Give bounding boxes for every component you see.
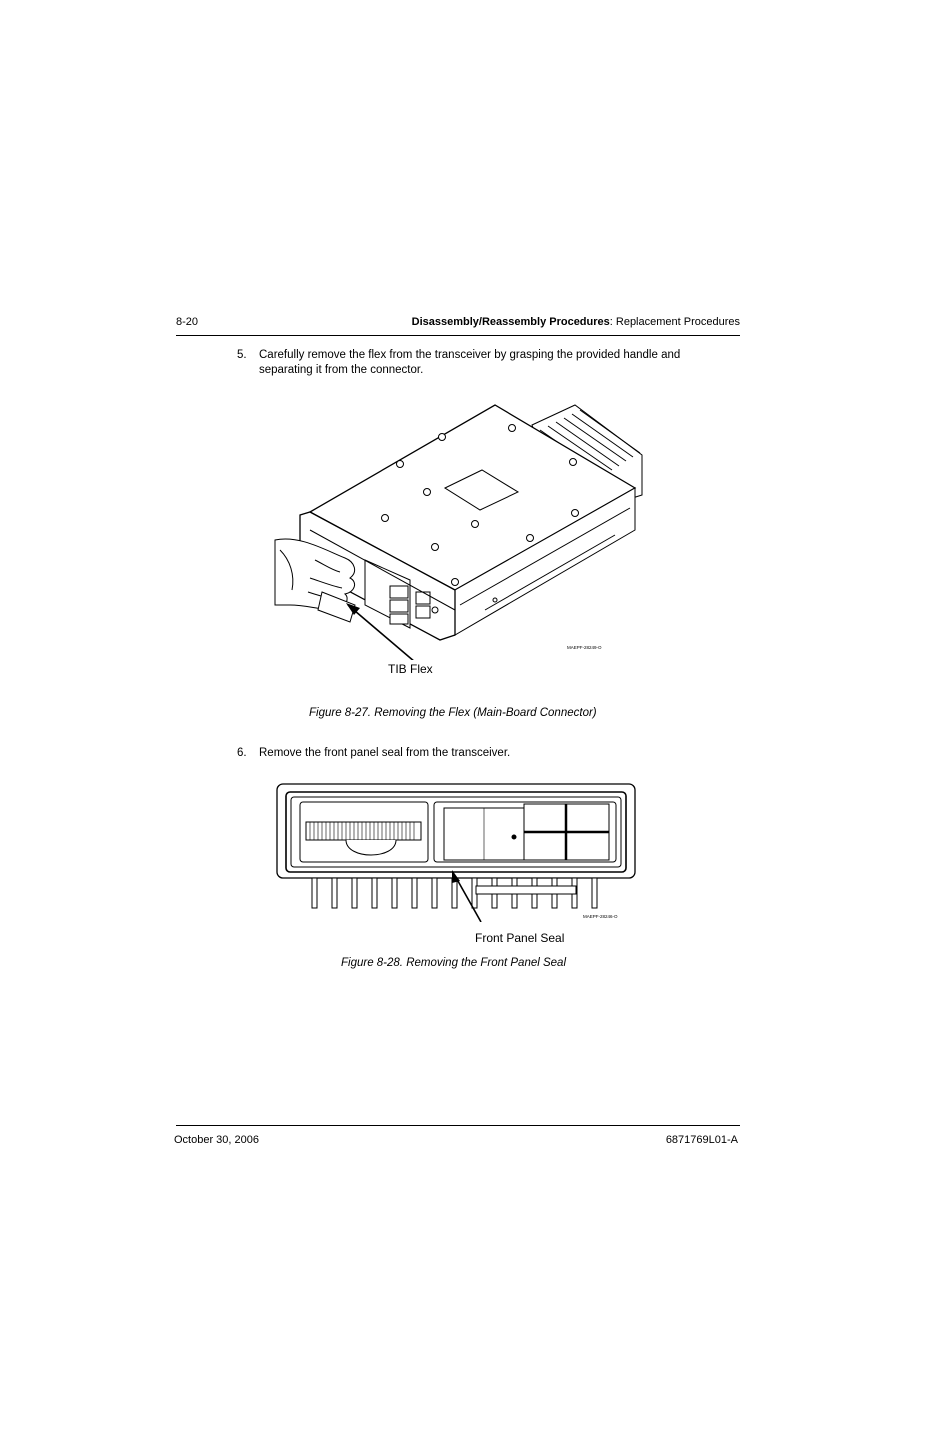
tib-flex-label: TIB Flex — [388, 662, 433, 676]
step-5-text: Carefully remove the flex from the transceiver by grasping the provided handle and separating it from the connector. — [259, 349, 681, 376]
figure-8-27-caption: Figure 8-27. Removing the Flex (Main-Board Connector) — [309, 707, 597, 719]
step-6-number: 6. — [237, 747, 247, 759]
footer-doc-number: 6871769L01-A — [665, 1134, 738, 1146]
main-board-connector — [306, 822, 421, 840]
running-header — [412, 316, 740, 328]
front-panel-seal-label: Front Panel Seal — [475, 931, 565, 945]
footer-rule — [176, 1125, 740, 1126]
page-number: 8-20 — [176, 316, 199, 328]
figure-8-27-illustration — [270, 400, 670, 660]
footer-date: October 30, 2006 — [174, 1134, 260, 1146]
running-header-subsection: : Replacement Procedures — [609, 316, 740, 328]
step-6-text: Remove the front panel seal from the transceiver. — [259, 747, 511, 759]
step-5-number: 5. — [237, 349, 247, 361]
header-rule — [176, 335, 740, 336]
running-header-section: Disassembly/Reassembly Procedures — [411, 316, 610, 328]
figure-8-28-art-id: MAEPF-28246-O — [583, 914, 618, 919]
figure-8-28-illustration — [276, 782, 638, 922]
figure-8-28-caption: Figure 8-28. Removing the Front Panel Seal — [341, 957, 567, 969]
figure-8-27-art-id: MAEPF-28249-O — [567, 645, 602, 650]
